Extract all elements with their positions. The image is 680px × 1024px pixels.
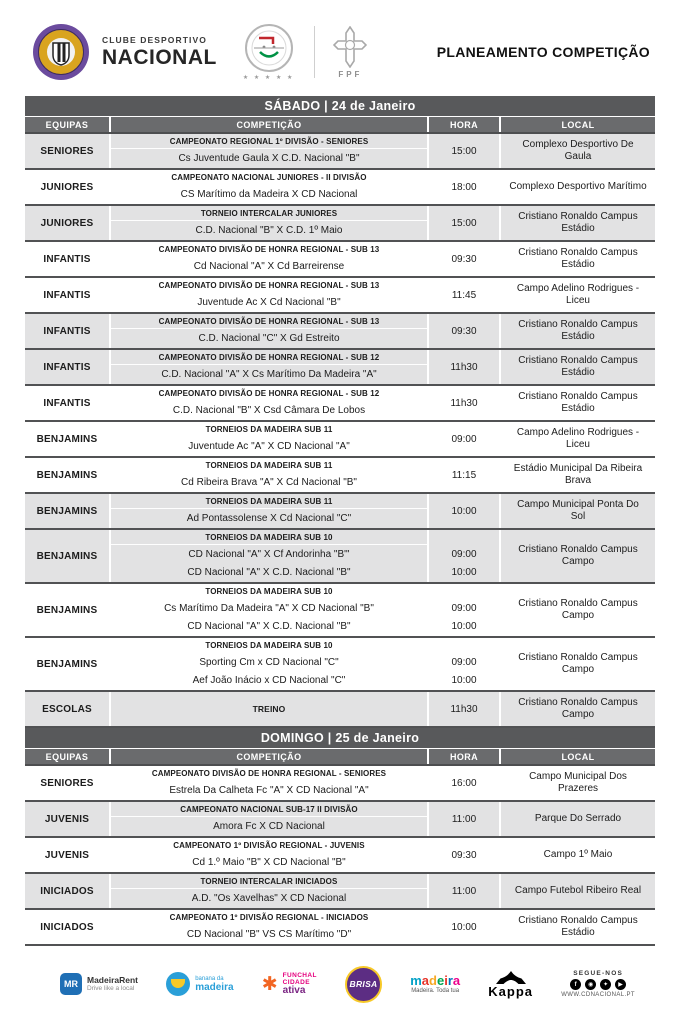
competition-cell [111, 638, 429, 690]
competition-title: TORNEIOS DA MADEIRA SUB 11 [111, 494, 427, 509]
competition-title: CAMPEONATO DIVISÃO DE HONRA REGIONAL - SENIORES [111, 766, 427, 781]
hora-cell [429, 874, 501, 908]
hora-value: 11:45 [451, 289, 477, 301]
team-cell: BENJAMINS [25, 494, 111, 528]
table-row [25, 910, 655, 946]
banana-icon [166, 972, 190, 996]
table-row [25, 802, 655, 838]
hora-spacer [429, 638, 499, 653]
hora-cell [429, 422, 501, 456]
competition-cell [111, 584, 429, 636]
madeira-letter: r [447, 972, 453, 988]
match-text: C.D. Nacional "C" X Gd Estreito [198, 333, 340, 344]
team-cell: BENJAMINS [25, 422, 111, 456]
competition-title: CAMPEONATO DIVISÃO DE HONRA REGIONAL - SUB 12 [111, 386, 427, 401]
hora-value: 10:00 [451, 567, 477, 579]
website-url[interactable]: WWW.CDNACIONAL.PT [561, 992, 635, 998]
match-text: Estrela Da Calheta Fc "A" X CD Nacional "A" [169, 785, 369, 796]
hora-value: 10:00 [451, 621, 477, 633]
team-cell: JUNIORES [25, 170, 111, 204]
certification-stars: ★ ★ ★ ★ ★ [242, 75, 295, 81]
competition-cell [111, 802, 429, 836]
match-text: CD Nacional "A" X Cf Andorinha "B"' [188, 548, 350, 560]
column-header-hora: HORA [429, 117, 501, 132]
hora-value: 18:00 [451, 181, 477, 193]
competition-cell [111, 838, 429, 872]
hora-value: 11:00 [451, 885, 477, 897]
hora-cell [429, 838, 501, 872]
follow-label: SEGUE-NOS [573, 970, 623, 977]
table-row [25, 584, 655, 638]
team-cell: INFANTIS [25, 386, 111, 420]
team-cell: BENJAMINS [25, 584, 111, 636]
local-cell: Cristiano Ronaldo Campus Campo [518, 543, 638, 567]
team-cell: INFANTIS [25, 278, 111, 312]
competition-cell [111, 278, 429, 312]
hora-value: 09:00 [451, 602, 477, 614]
column-header-row [25, 117, 655, 134]
table-row [25, 386, 655, 422]
competition-title: TORNEIOS DA MADEIRA SUB 10 [111, 584, 427, 599]
madeira-wordmark [410, 974, 460, 987]
table-row [25, 494, 655, 530]
competition-cell [111, 350, 429, 384]
competition-cell [111, 766, 429, 800]
competition-title: TREINO [252, 704, 286, 714]
competition-title: CAMPEONATO 1º DIVISÃO REGIONAL - JUVENIS [111, 838, 427, 853]
hora-cell [429, 314, 501, 348]
column-header-equipas: EQUIPAS [25, 749, 111, 764]
local-cell: Parque Do Serrado [534, 812, 622, 824]
club-name-line2: NACIONAL [102, 45, 217, 69]
column-header-competição: COMPETIÇÃO [111, 117, 429, 132]
match-text: Amora Fc X CD Nacional [213, 821, 325, 832]
hora-value: 09:00 [451, 548, 477, 560]
table-row [25, 838, 655, 874]
team-cell: INICIADOS [25, 874, 111, 908]
match-text: C.D. Nacional "B" X Csd Câmara De Lobos [172, 405, 366, 416]
local-cell: Cristiano Ronaldo Campus Campo [518, 651, 638, 675]
team-cell: BENJAMINS [25, 530, 111, 582]
hora-value: 09:00 [451, 433, 477, 445]
local-cell: Cristiano Ronaldo Campus Campo [518, 597, 638, 621]
fpf-cross-icon [333, 26, 367, 68]
hora-cell [429, 278, 501, 312]
team-cell: INFANTIS [25, 350, 111, 384]
hora-value: 15:00 [451, 217, 477, 229]
competition-title: CAMPEONATO DIVISÃO DE HONRA REGIONAL - SUB 13 [111, 314, 427, 329]
madeira-tagline: Madeira. Toda tua [411, 987, 460, 994]
table-row [25, 134, 655, 170]
hora-cell [429, 206, 501, 240]
fpf-label: FPF [338, 69, 363, 79]
local-cell: Cristiano Ronaldo Campus Estádio [518, 390, 638, 414]
hora-cell [429, 910, 501, 944]
team-cell: SENIORES [25, 766, 111, 800]
competition-title: CAMPEONATO 1º DIVISÃO REGIONAL - INICIADOS [111, 910, 427, 925]
local-cell: Campo Adelino Rodrigues - Liceu [516, 426, 640, 450]
table-row [25, 874, 655, 910]
social-block [561, 970, 635, 998]
instagram-icon[interactable]: ◉ [585, 979, 596, 990]
competition-cell [111, 242, 429, 276]
competition-cell [111, 422, 429, 456]
hora-value: 09:30 [451, 849, 477, 861]
match-text: Juventude Ac X Cd Nacional "B" [197, 297, 341, 308]
hora-cell [429, 584, 501, 636]
competition-title: TORNEIOS DA MADEIRA SUB 10 [111, 530, 427, 545]
team-cell: INICIADOS [25, 910, 111, 944]
match-text: CD Nacional "A" X C.D. Nacional "B" [187, 567, 351, 579]
match-text: A.D. "Os Xavelhas" X CD Nacional [191, 893, 347, 904]
competition-cell [111, 170, 429, 204]
hora-value: 09:00 [451, 656, 477, 668]
column-header-local: LOCAL [561, 119, 595, 130]
column-header-local: LOCAL [561, 751, 595, 762]
hora-cell [429, 766, 501, 800]
table-row [25, 458, 655, 494]
kappa-icon [494, 970, 528, 985]
column-header-row [25, 749, 655, 766]
match-text: Ad Pontassolense X Cd Nacional "C" [186, 513, 352, 524]
competition-cell [111, 530, 429, 582]
hora-value: 16:00 [451, 777, 477, 789]
hora-value: 09:30 [451, 253, 477, 265]
local-cell: Campo Municipal Dos Prazeres [529, 770, 627, 794]
hora-cell [429, 386, 501, 420]
madeira-letter: a [421, 972, 429, 988]
hora-cell [429, 530, 501, 582]
table-row [25, 170, 655, 206]
local-cell: Cristiano Ronaldo Campus Estádio [518, 210, 638, 234]
banana-line1: banana da [195, 975, 224, 982]
competition-cell [111, 386, 429, 420]
madeirarent-icon: MR [60, 973, 82, 995]
certification-seal-icon [244, 23, 294, 73]
sponsor-funchal-cidade-ativa [262, 972, 317, 996]
competition-title: TORNEIOS DA MADEIRA SUB 11 [111, 422, 427, 437]
match-text: Cs Juventude Gaula X C.D. Nacional "B" [178, 153, 360, 164]
page-header [32, 16, 650, 88]
competition-title: CAMPEONATO DIVISÃO DE HONRA REGIONAL - SUB 12 [111, 350, 427, 365]
local-cell: Cristiano Ronaldo Campus Campo [518, 696, 638, 720]
competition-cell [111, 134, 429, 168]
madeira-letter: i [444, 972, 448, 988]
match-text: C.D. Nacional "A" X Cs Marítimo Da Madeira "A" [161, 369, 377, 380]
competition-title: TORNEIO INTERCALAR INICIADOS [111, 874, 427, 889]
column-header-hora: HORA [429, 749, 501, 764]
funchal-line2: CIDADE [282, 979, 310, 986]
table-row [25, 638, 655, 692]
match-text: Cs Marítimo Da Madeira "A" X CD Nacional "B" [164, 602, 374, 614]
local-cell: Estádio Municipal Da Ribeira Brava [513, 462, 643, 486]
page-title: PLANEAMENTO COMPETIÇÃO [436, 44, 650, 60]
madeira-letter: a [452, 972, 461, 988]
hora-value: 10:00 [451, 921, 477, 933]
brisa-name: BRISA [349, 979, 378, 989]
club-crest-logo [32, 23, 90, 81]
hora-value: 11h30 [450, 397, 478, 409]
table-row [25, 314, 655, 350]
competition-title: CAMPEONATO DIVISÃO DE HONRA REGIONAL - SUB 13 [111, 242, 427, 257]
team-cell: INFANTIS [25, 242, 111, 276]
funchal-line3: ativa [282, 985, 306, 996]
team-cell: BENJAMINS [25, 458, 111, 492]
local-cell: Cristiano Ronaldo Campus Estádio [518, 354, 638, 378]
local-cell: Cristiano Ronaldo Campus Estádio [518, 246, 638, 270]
section-header-saturday: SÁBADO | 24 de Janeiro [25, 96, 655, 116]
funchal-line1: FUNCHAL [282, 972, 317, 979]
table-row [25, 242, 655, 278]
match-text: Cd 1.º Maio "B" X CD Nacional "B" [192, 857, 346, 868]
local-cell: Campo Futebol Ribeiro Real [514, 884, 642, 896]
local-cell: Complexo Desportivo Marítimo [509, 180, 647, 192]
hora-cell [429, 802, 501, 836]
funchal-figure-icon: ✱ [261, 973, 278, 995]
local-cell: Cristiano Ronaldo Campus Estádio [518, 914, 638, 938]
hora-cell [429, 494, 501, 528]
team-cell: SENIORES [25, 134, 111, 168]
column-header-equipas: EQUIPAS [25, 117, 111, 132]
sponsor-madeirarent [60, 973, 138, 995]
hora-cell [429, 638, 501, 690]
match-text: CD Nacional "B" VS CS Marítimo "D" [186, 929, 352, 940]
header-divider [314, 26, 315, 78]
madeirarent-name: MadeiraRent [87, 974, 139, 985]
team-cell: ESCOLAS [25, 692, 111, 726]
section-header-sunday: DOMINGO | 25 de Janeiro [25, 728, 655, 748]
match-text: Cd Ribeira Brava "A" X Cd Nacional "B" [181, 477, 357, 488]
table-row [25, 278, 655, 314]
hora-cell [429, 242, 501, 276]
competition-cell [111, 458, 429, 492]
madeira-letter: e [436, 972, 445, 988]
hora-cell [429, 170, 501, 204]
hora-cell [429, 350, 501, 384]
sponsor-kappa [488, 970, 533, 998]
social-icons [570, 979, 626, 990]
madeira-letter: m [410, 972, 422, 988]
competition-title: TORNEIO INTERCALAR JUNIORES [111, 206, 427, 221]
certification-seal [243, 23, 295, 81]
table-row [25, 530, 655, 584]
table-row [25, 350, 655, 386]
competition-title: TORNEIOS DA MADEIRA SUB 11 [111, 458, 427, 473]
hora-value: 11:15 [451, 469, 477, 481]
hora-value: 11h30 [450, 703, 478, 715]
local-cell: Campo Adelino Rodrigues - Liceu [516, 282, 640, 306]
match-text: Aef João Inácio x CD Nacional "C" [192, 675, 346, 687]
match-text: C.D. Nacional "B" X C.D. 1º Maio [195, 225, 343, 236]
table-row [25, 692, 655, 728]
hora-cell [429, 134, 501, 168]
match-text: Juventude Ac "A" X CD Nacional "A" [188, 441, 350, 452]
table-row [25, 422, 655, 458]
twitter-icon[interactable]: ✦ [600, 979, 611, 990]
competition-cell [111, 692, 429, 726]
hora-value: 15:00 [451, 145, 477, 157]
hora-value: 11:00 [451, 813, 477, 825]
table-row [25, 206, 655, 242]
competition-cell [111, 314, 429, 348]
competition-title: CAMPEONATO NACIONAL SUB-17 II DIVISÃO [111, 802, 427, 817]
local-cell: Cristiano Ronaldo Campus Estádio [518, 318, 638, 342]
local-cell: Campo Municipal Ponta Do Sol [517, 498, 639, 522]
competition-title: CAMPEONATO NACIONAL JUNIORES - II DIVISÃO [111, 170, 427, 185]
sponsor-madeira [410, 974, 460, 995]
competition-cell [111, 874, 429, 908]
sponsor-footer [60, 958, 635, 1010]
table-row [25, 766, 655, 802]
team-cell: JUVENIS [25, 802, 111, 836]
madeira-letter: d [429, 972, 437, 988]
team-cell: INFANTIS [25, 314, 111, 348]
match-text: CS Marítimo da Madeira X CD Nacional [180, 189, 358, 200]
column-header-competição: COMPETIÇÃO [111, 749, 429, 764]
match-text: CD Nacional "A" X C.D. Nacional "B" [187, 621, 351, 633]
competition-cell [111, 206, 429, 240]
hora-value: 10:00 [451, 675, 477, 687]
hora-value: 10:00 [451, 505, 477, 517]
sponsor-brisa [345, 966, 382, 1003]
local-cell: Campo 1º Maio [543, 848, 613, 860]
hora-cell [429, 458, 501, 492]
match-text: Sporting Cm x CD Nacional "C" [199, 656, 339, 668]
schedule-table [25, 96, 655, 946]
team-cell: JUVENIS [25, 838, 111, 872]
team-cell: BENJAMINS [25, 638, 111, 690]
madeirarent-tagline: Drive like a local [87, 984, 135, 992]
sponsor-banana-da-madeira [166, 972, 233, 996]
team-cell: JUNIORES [25, 206, 111, 240]
competition-title: TORNEIOS DA MADEIRA SUB 10 [111, 638, 427, 653]
hora-spacer [429, 584, 499, 599]
brisa-badge-icon [345, 966, 382, 1003]
hora-cell [429, 692, 501, 726]
competition-title: CAMPEONATO DIVISÃO DE HONRA REGIONAL - SUB 13 [111, 278, 427, 293]
local-cell: Complexo Desportivo De Gaula [522, 138, 634, 162]
fpf-logo [333, 26, 367, 79]
facebook-icon[interactable]: f [570, 979, 581, 990]
competition-title: CAMPEONATO REGIONAL 1º DIVISÃO - SENIORES [111, 134, 427, 149]
youtube-icon[interactable]: ▶ [615, 979, 626, 990]
hora-value: 09:30 [451, 325, 477, 337]
club-wordmark [102, 36, 217, 68]
competition-cell [111, 494, 429, 528]
kappa-name: Kappa [488, 984, 534, 999]
competition-cell [111, 910, 429, 944]
match-text: Cd Nacional "A" X Cd Barreirense [193, 261, 345, 272]
banana-line2: madeira [195, 981, 234, 993]
hora-spacer [429, 530, 499, 545]
club-name-line1: CLUBE DESPORTIVO [102, 35, 207, 46]
hora-value: 11h30 [450, 361, 478, 373]
